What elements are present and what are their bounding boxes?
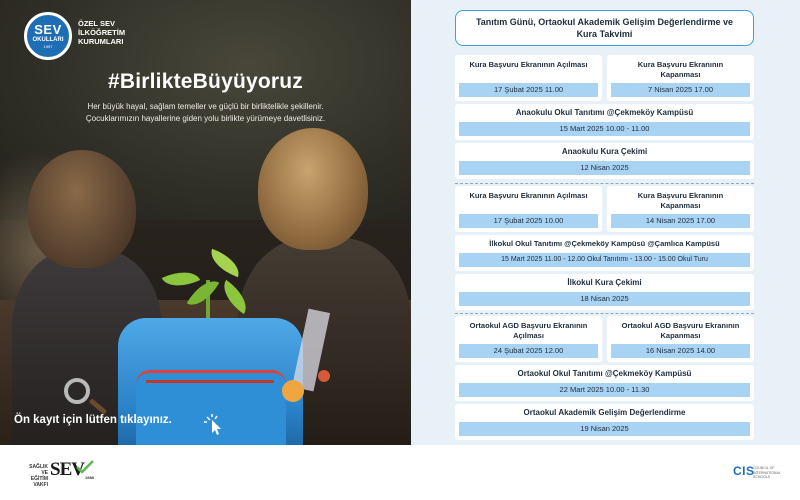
- ortaokul-eval-card: [455, 404, 754, 440]
- card-label: Kura Başvuru Ekranının Açılması: [469, 60, 588, 69]
- card-value: 12 Nisan 2025: [459, 161, 750, 175]
- card-label: Ortaokul Akademik Gelişim Değerlendirme: [523, 408, 686, 417]
- card-value: 17 Şubat 2025 11.00: [459, 83, 598, 97]
- card-value: 7 Nisan 2025 17.00: [611, 83, 750, 97]
- card-label: Ortaokul AGD Başvuru Ekranının Kapanması: [621, 321, 740, 340]
- foundation-year: 1988: [85, 475, 94, 480]
- card-value: 16 Nisan 2025 14.00: [611, 344, 750, 358]
- check-icon: [76, 460, 94, 474]
- card-value: 22 Mart 2025 10.00 - 11.30: [459, 383, 750, 397]
- child-right-head: [258, 128, 368, 250]
- logo-sev-text: SEV: [34, 22, 62, 37]
- ortaokul-close-card: [607, 316, 754, 362]
- anaokulu-draw-card: [455, 143, 754, 179]
- card-value: 17 Şubat 2025 10.00: [459, 214, 598, 228]
- card-value: 24 Şubat 2025 12.00: [459, 344, 598, 358]
- sev-okullari-logo: [24, 12, 72, 60]
- ilkokul-tour-card: [455, 235, 754, 271]
- click-cursor-icon[interactable]: [204, 414, 226, 436]
- anaokulu-close-card: [607, 55, 754, 101]
- card-label: İlkokul Okul Tanıtımı @Çekmeköy Kampüsü @Çamlıca Kampüsü: [489, 239, 720, 248]
- card-label: Kura Başvuru Ekranının Kapanması: [637, 60, 724, 79]
- logo-year-text: 1997: [43, 44, 53, 49]
- anaokulu-tour-card: [455, 104, 754, 140]
- cis-logo: CIS: [733, 464, 755, 478]
- hero-banner[interactable]: [0, 0, 411, 445]
- card-value: 18 Nisan 2025: [459, 292, 750, 306]
- section-divider: [455, 183, 754, 184]
- card-label: Ortaokul Okul Tanıtımı @Çekmeköy Kampüsü: [517, 369, 692, 378]
- card-value: 15 Mart 2025 11.00 - 12.00 Okul Tanıtımı - 13.00 - 15.00 Okul Turu: [459, 253, 750, 267]
- card-label: Anaokulu Okul Tanıtımı @Çekmeköy Kampüsü: [515, 108, 694, 117]
- preregistration-link[interactable]: Ön kayıt için lütfen tıklayınız.: [14, 414, 172, 426]
- footer: [0, 445, 800, 500]
- card-label: İlkokul Kura Çekimi: [567, 278, 642, 287]
- calendar-title: Tanıtım Günü, Ortaokul Akademik Gelişim Değerlendirme ve Kura Takvimi: [455, 10, 754, 46]
- section-divider: [455, 313, 754, 314]
- cis-subtitle: COUNCIL OF INTERNATIONAL SCHOOLS: [753, 466, 781, 479]
- card-label: Anaokulu Kura Çekimi: [561, 147, 648, 156]
- card-label: Kura Başvuru Ekranının Kapanması: [637, 191, 724, 210]
- card-label: Kura Başvuru Ekranının Açılması: [469, 191, 588, 200]
- logo-okul-text: OKULLARI: [32, 37, 64, 43]
- child-left-head: [28, 150, 136, 268]
- foundation-text: SAĞLIK VE EĞİTİM VAKFI: [29, 464, 48, 488]
- ortaokul-tour-card: [455, 365, 754, 401]
- magnifier-icon: [64, 378, 90, 404]
- ilkokul-close-card: [607, 186, 754, 232]
- card-label: Ortaokul AGD Başvuru Ekranının Açılması: [469, 321, 588, 340]
- ball-toy-icon: [318, 370, 330, 382]
- sev-foundation-logo: SEV: [50, 459, 84, 480]
- anaokulu-open-card: [455, 55, 602, 101]
- card-value: 15 Mart 2025 10.00 - 11.00: [459, 122, 750, 136]
- planet-toy-icon: [282, 380, 304, 402]
- hashtag-title: #BirlikteBüyüyoruz: [108, 70, 303, 93]
- card-value: 19 Nisan 2025: [459, 422, 750, 436]
- ortaokul-open-card: [455, 316, 602, 362]
- card-value: 14 Nisan 2025 17.00: [611, 214, 750, 228]
- logo-school-name: ÖZEL SEV İLKÖĞRETİM KURUMLARI: [78, 19, 126, 46]
- ilkokul-draw-card: [455, 274, 754, 310]
- tagline-text: Her büyük hayal, sağlam temeller ve güçlü bir birliktelikle şekillenir. Çocuklarımızın hayallerine giden yolu birlikte yürümeye davetlisiniz.: [85, 102, 326, 123]
- ilkokul-open-card: [455, 186, 602, 232]
